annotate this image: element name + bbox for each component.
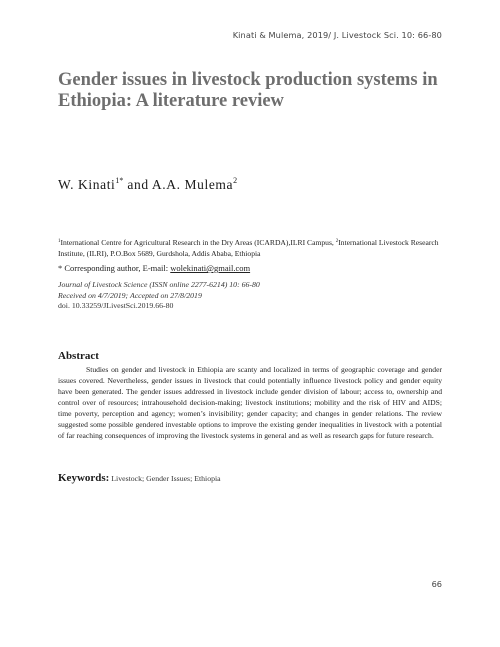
author-line	[58, 176, 237, 193]
keywords-heading: Keywords:	[58, 472, 110, 484]
author-joiner: and	[123, 177, 152, 192]
doi-link[interactable]: doi. 10.33259/JLivestSci.2019.66-80	[58, 301, 174, 310]
affiliation-2-marker: 2	[335, 239, 339, 244]
keywords-list: Livestock; Gender Issues; Ethiopia	[109, 474, 221, 483]
author-mulema: A.A. Mulema	[151, 177, 234, 192]
corresponding-email-link[interactable]: wolekinati@gmail.com	[170, 263, 251, 273]
author-kinati-marker: 1*	[115, 176, 124, 185]
running-head: Kinati & Mulema, 2019/ J. Livestock Sci. 10: 66-80	[232, 30, 442, 40]
author-mulema-marker: 2	[233, 176, 238, 185]
corresponding-author	[58, 263, 250, 273]
abstract-body: Studies on gender and livestock in Ethiopia are scanty and localized in terms of geographic coverage and gender issues covered. Nevertheless, gender issues in livestock that could potentially influence livestock policy and gender equity have been generated. The gender issues addressed in livestock include gender division of labour; access to, ownership and control over of resources; intrahousehold decision-making; livestock institutions; mobility and the risk of HIV and AIDS; time poverty, perception and agency; women’s invisibility; gender capacity; and changes in gender relations. The review suggested some possible gendered investable options to improve the existing gender inequalities in livestock with a potential of far reaching consequences of improving the livestock systems in general and as well as research gaps for future research.	[58, 365, 442, 440]
received-accepted-dates: Received on 4/7/2019; Accepted on 27/8/2019	[58, 290, 202, 300]
corresponding-label: * Corresponding author, E-mail:	[58, 263, 171, 273]
journal-info	[58, 280, 260, 312]
affiliation-2: International Livestock Research Institute, (ILRI), P.O.Box 5689, Gurdshola, Addis Ababa, Ethiopia	[58, 238, 439, 258]
affiliation-1-marker: 1	[58, 239, 61, 244]
author-kinati: W. Kinati	[58, 177, 116, 192]
abstract-heading: Abstract	[58, 350, 99, 362]
journal-citation: Journal of Livestock Science (ISSN online 2277-6214) 10: 66-80	[58, 280, 260, 289]
page-number: 66	[431, 579, 442, 589]
affiliations	[58, 236, 448, 259]
article-title: Gender issues in livestock production systems in Ethiopia: A literature review	[58, 70, 438, 111]
keywords	[58, 472, 221, 484]
affiliation-1: International Centre for Agricultural Research in the Dry Areas (ICARDA),ILRI Campus,	[60, 238, 336, 247]
